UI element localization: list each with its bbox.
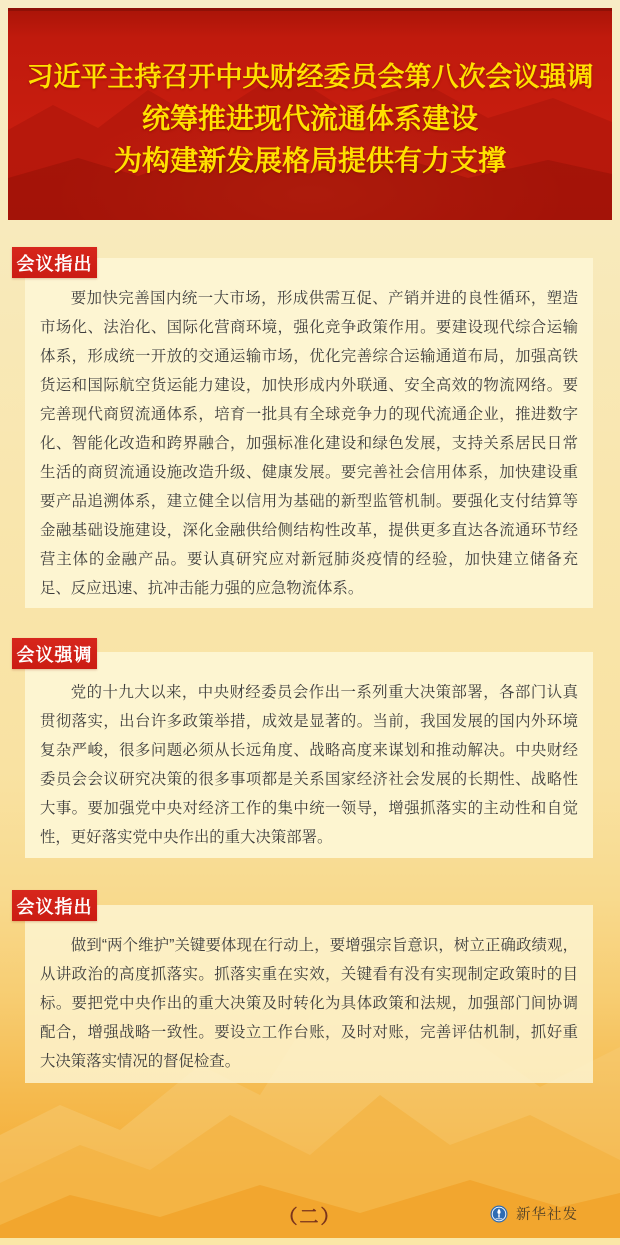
poster-title-line-2: 统筹推进现代流通体系建设 — [141, 103, 478, 135]
poster-title-line-1: 习近平主持召开中央财经委员会第八次会议强调 — [26, 62, 594, 93]
section-content-2 — [25, 652, 593, 858]
banner-title-block — [8, 8, 612, 220]
bottom-light-strip — [0, 1238, 620, 1245]
section-content-1 — [25, 258, 593, 608]
page-number: （二） — [278, 1207, 342, 1228]
section-content-3 — [25, 905, 593, 1083]
section-body-1: 要加快完善国内统一大市场，形成供需互促、产销并进的良性循环，塑造市场化、法治化、国际化营商环境，强化竞争政策作用。要建设现代综合运输体系，形成统一开放的交通运输市场，优化完善综合运输通道布局，加强高铁货运和国际航空货运能力建设，加快形成内外联通、安全高效的物流网络。要完善现代商贸流通体系，培育一批具有全球竞争力的现代流通企业，推进数字化、智能化改造和跨界融合，加强标准化建设和绿色发展，支持关系居民日常生活的商贸流通设施改造升级、健康发展。要完善社会信用体系，加快建设重要产品追溯体系，建立健全以信用为基础的新型监管机制。要强化支付结算等金融基础设施建设，深化金融供给侧结构性改革，提供更多直达各流通环节经营主体的金融产品。要认真研究应对新冠肺炎疫情的经验，加快建立储备充足、反应迅速、抗冲击能力强的应急物流体系。 — [40, 290, 578, 597]
header-banner — [8, 8, 612, 220]
poster-title-line-3: 为构建新发展格局提供有力支撑 — [113, 144, 506, 176]
xinhua-logo-icon — [490, 1205, 508, 1223]
section-body-3: 做到“两个维护”关键要体现在行动上，要增强宗旨意识，树立正确政绩观，从讲政治的高度抓落实。抓落实重在实效，关键看有没有实现制定政策时的目标。要把党中央作出的重大决策及时转化为具体政策和法规，加强部门间协调配合，增强战略一致性。要设立工作台账，及时对账，完善评估机制，抓好重大决策落实情况的督促检查。 — [40, 937, 578, 1070]
section-badge-3: 会议指出 — [12, 890, 97, 921]
agency-credit — [490, 1203, 578, 1224]
section-badge-2: 会议强调 — [12, 638, 97, 669]
section-body-2: 党的十九大以来，中央财经委员会作出一系列重大决策部署，各部门认真贯彻落实，出台许多政策举措，成效是显著的。当前，我国发展的国内外环境复杂严峻，很多问题必须从长远角度、战略高度来谋划和推动解决。中央财经委员会会议研究决策的很多事项都是关系国家经济社会发展的长期性、战略性大事。要加强党中央对经济工作的集中统一领导，增强抓落实的主动性和自觉性，更好落实党中央作出的重大决策部署。 — [40, 684, 578, 846]
section-badge-1: 会议指出 — [12, 247, 97, 278]
agency-credit-label: 新华社发 — [516, 1207, 578, 1223]
